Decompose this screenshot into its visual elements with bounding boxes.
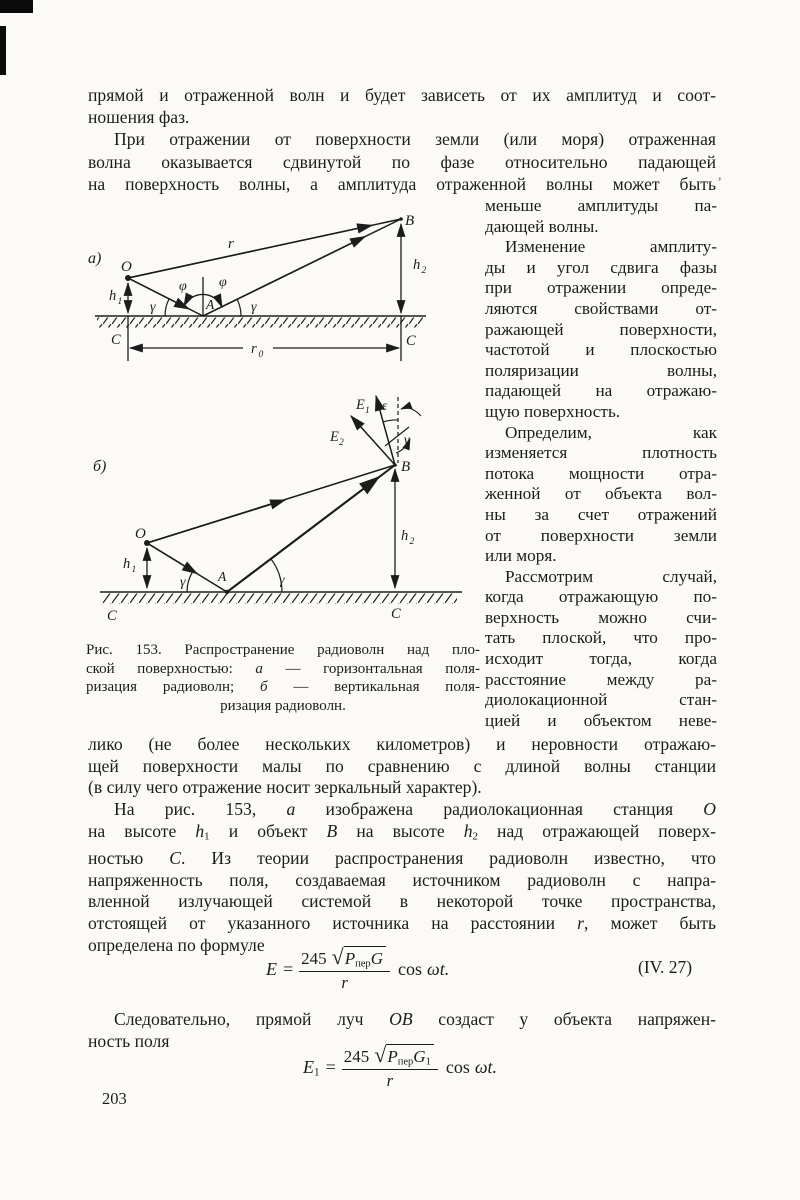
text-line: изменяется плотность bbox=[485, 443, 717, 463]
scan-speck: , bbox=[718, 168, 722, 183]
gamma-left-arc bbox=[165, 299, 169, 316]
radical-sign: √ bbox=[331, 944, 344, 969]
column-right bbox=[485, 196, 717, 731]
equation-iv27 bbox=[266, 946, 449, 993]
scan-artifact-left bbox=[0, 26, 6, 75]
label-h1: h bbox=[123, 556, 131, 572]
equation-e1 bbox=[303, 1044, 497, 1091]
denominator bbox=[387, 1070, 393, 1091]
label-h2: h bbox=[413, 257, 421, 273]
text-line: лико (не более нескольких километров) и неровности отражаю- bbox=[88, 734, 716, 754]
label-E2: E bbox=[330, 429, 339, 445]
label-h1-sub: 1 bbox=[131, 565, 137, 575]
text-line: ношения фаз. bbox=[88, 107, 190, 128]
epsilon-angle-arc bbox=[383, 420, 398, 422]
sub-1: 1 bbox=[425, 1056, 431, 1068]
text-line: щей поверхности малы по сравнению с длиной волны станции bbox=[88, 755, 716, 776]
direct-ray-arrow bbox=[147, 500, 285, 543]
figure-a-geometry bbox=[95, 219, 426, 361]
text-line: ляются свойствами от- bbox=[485, 298, 717, 318]
text-line: ны за счет отражений bbox=[485, 504, 717, 524]
text-line: Следовательно, прямой луч ОВ создаст у объекта напряжен- bbox=[114, 1009, 717, 1029]
label-phi-right: φ bbox=[219, 275, 227, 290]
label-E1: E bbox=[356, 397, 365, 413]
var-P: P bbox=[344, 949, 356, 968]
sub-per: пер bbox=[397, 1056, 414, 1068]
text-line: падающей на отражаю- bbox=[485, 381, 717, 401]
object-point-B bbox=[399, 217, 403, 221]
text-line: Рассмотрим случай, bbox=[505, 566, 717, 586]
gamma-right-arc bbox=[237, 299, 241, 316]
text-line: ражающей поверхности, bbox=[485, 319, 717, 339]
text-line: На рис. 153, а изображена радиолокационная станция О bbox=[114, 799, 717, 820]
label-r0-sub: 0 bbox=[258, 350, 264, 360]
ground-hatching bbox=[97, 318, 423, 328]
var-r: r bbox=[341, 973, 348, 993]
var-G: G bbox=[413, 1047, 426, 1066]
object-point-B bbox=[393, 463, 397, 467]
label-C-right: C bbox=[406, 333, 416, 349]
label-h1: h bbox=[109, 288, 117, 304]
text-line: (в силу чего отражение носит зеркальный характер). bbox=[88, 777, 482, 798]
equation-lhs: E bbox=[266, 959, 277, 980]
panel-label-b: б) bbox=[93, 458, 107, 475]
text-line: когда отражающую по- bbox=[485, 587, 717, 607]
label-B: B bbox=[405, 213, 415, 229]
text-line: Определим, как bbox=[505, 422, 717, 442]
label-h2-sub: 2 bbox=[409, 537, 415, 547]
label-phi-left: φ bbox=[179, 279, 187, 294]
text-line: щую поверхность. bbox=[485, 401, 621, 421]
text-line: потока мощности отра- bbox=[485, 463, 717, 483]
label-gamma-left: γ bbox=[150, 300, 156, 315]
text-line: определена по формуле bbox=[88, 934, 265, 955]
caption-line: Рис. 153. Распространение радиоволн над пло- bbox=[86, 642, 480, 658]
fraction bbox=[299, 946, 390, 993]
caption-line: ризация радиоволн; б — вертикальная поля- bbox=[86, 679, 480, 696]
label-h2: h bbox=[401, 528, 409, 544]
text-line: цией и объектом неве- bbox=[485, 710, 717, 730]
text-line: волна оказывается сдвинутой по фазе относительно падающей bbox=[88, 151, 716, 172]
fraction bbox=[342, 1044, 438, 1091]
label-B: B bbox=[401, 459, 411, 475]
label-C-left: C bbox=[111, 332, 121, 348]
station-point-O bbox=[125, 275, 131, 281]
lhs-sub: 1 bbox=[314, 1066, 320, 1079]
label-h1-sub: 1 bbox=[117, 297, 123, 307]
text-line: При отражении от поверхности земли (или моря) отраженная bbox=[114, 129, 716, 150]
var-P: P bbox=[387, 1047, 398, 1066]
scan-artifact-top bbox=[0, 0, 33, 13]
text-line: ностью С. Из теории распространения радиоволн известно, что bbox=[88, 847, 716, 868]
text-line: частотой и плоскостью bbox=[485, 340, 717, 360]
panel-label-a: а) bbox=[88, 250, 102, 267]
text-line: на поверхность волны, а амплитуда отраженной волны может быть bbox=[88, 173, 716, 194]
label-gamma-left: γ bbox=[180, 575, 186, 590]
text-line: дающей волны. bbox=[485, 216, 599, 236]
numerator bbox=[342, 1044, 438, 1070]
equals-sign: = bbox=[283, 959, 294, 980]
label-O: O bbox=[121, 259, 132, 275]
figure-a-horizontal-polarization bbox=[85, 203, 480, 375]
coefficient: 245 bbox=[343, 1047, 370, 1066]
text-line: напряженность поля, создаваемая источником радиоволн с напра- bbox=[88, 869, 716, 890]
text-line: отстоящей от указанного источника на расстоянии r, может быть bbox=[88, 913, 716, 934]
text-line: тать плоской, что про- bbox=[485, 628, 717, 648]
cos-function: cos bbox=[445, 1057, 470, 1078]
caption-line: ской поверхностью: а — горизонтальная поля- bbox=[86, 660, 480, 677]
reflection-point-A bbox=[225, 590, 229, 594]
incident-ray-arrow bbox=[147, 543, 197, 574]
numerator bbox=[299, 946, 390, 972]
figure-b-vertical-polarization bbox=[85, 383, 475, 631]
label-gamma-right: γ bbox=[251, 300, 257, 315]
label-A: A bbox=[206, 297, 215, 312]
text-line: от поверхности земли bbox=[485, 525, 717, 545]
label-A: A bbox=[218, 569, 227, 584]
text-line: поляризации волны, bbox=[485, 360, 717, 380]
caption-line: ризация радиоволн. bbox=[220, 697, 346, 714]
text-line: верхность можно счи- bbox=[485, 607, 717, 627]
text-line: ность поля bbox=[88, 1031, 170, 1051]
paragraph-lower bbox=[88, 734, 716, 956]
equals-sign: = bbox=[325, 1057, 336, 1078]
var-G: G bbox=[370, 949, 383, 968]
label-E2-sub: 2 bbox=[339, 438, 344, 448]
epsilon-arc-arrow bbox=[401, 408, 421, 416]
label-epsilon: ε bbox=[382, 398, 388, 413]
var-omega-t: ωt. bbox=[474, 1057, 498, 1078]
label-C-right: C bbox=[391, 606, 401, 622]
gamma-left-arc bbox=[187, 571, 193, 592]
equation-number: (IV. 27) bbox=[638, 957, 693, 977]
text-line: или моря. bbox=[485, 546, 557, 566]
cos-function: cos bbox=[397, 959, 422, 980]
text-line: расстояние между ра- bbox=[485, 669, 717, 689]
text-line: женной от объекта вол- bbox=[485, 484, 717, 504]
label-E1-sub: 1 bbox=[365, 406, 370, 416]
radicand bbox=[344, 946, 386, 969]
text-line: исходит тогда, когда bbox=[485, 649, 717, 669]
text-line: Изменение амплиту- bbox=[505, 237, 717, 257]
ground-hatching bbox=[102, 594, 457, 604]
page-number: 203 bbox=[102, 1089, 127, 1108]
text-line: ды и угол сдвига фазы bbox=[485, 257, 717, 277]
sub-per: пер bbox=[355, 958, 371, 970]
label-r: r bbox=[228, 236, 234, 252]
label-gamma-b: γ bbox=[404, 433, 410, 448]
text-line: меньше амплитуды па- bbox=[485, 196, 717, 215]
label-gamma-right: γ bbox=[279, 573, 285, 588]
label-h2-sub: 2 bbox=[421, 266, 427, 276]
text-line: при отражении опреде- bbox=[485, 278, 717, 298]
text-line: диолокационной стан- bbox=[485, 690, 717, 710]
text-line: вленной излучающей системой в некоторой точке пространства, bbox=[88, 891, 716, 912]
var-r: r bbox=[386, 1071, 393, 1091]
text-line: прямой и отраженной волн и будет зависеть от их амплитуд и соот- bbox=[88, 85, 716, 105]
figure-caption bbox=[86, 641, 480, 715]
var-omega-t: ωt. bbox=[426, 959, 450, 980]
label-r0: r bbox=[251, 341, 257, 357]
radicand bbox=[386, 1044, 434, 1067]
radical-sign: √ bbox=[374, 1042, 387, 1067]
denominator bbox=[341, 972, 347, 993]
label-O: O bbox=[135, 526, 146, 542]
coefficient: 245 bbox=[301, 949, 327, 968]
equation-lhs: E bbox=[303, 1056, 314, 1077]
label-C-left: C bbox=[107, 608, 117, 624]
paragraph-top bbox=[88, 84, 716, 195]
text-line: на высоте h1 и объект В на высоте h2 над отражающей поверх- bbox=[88, 820, 716, 843]
